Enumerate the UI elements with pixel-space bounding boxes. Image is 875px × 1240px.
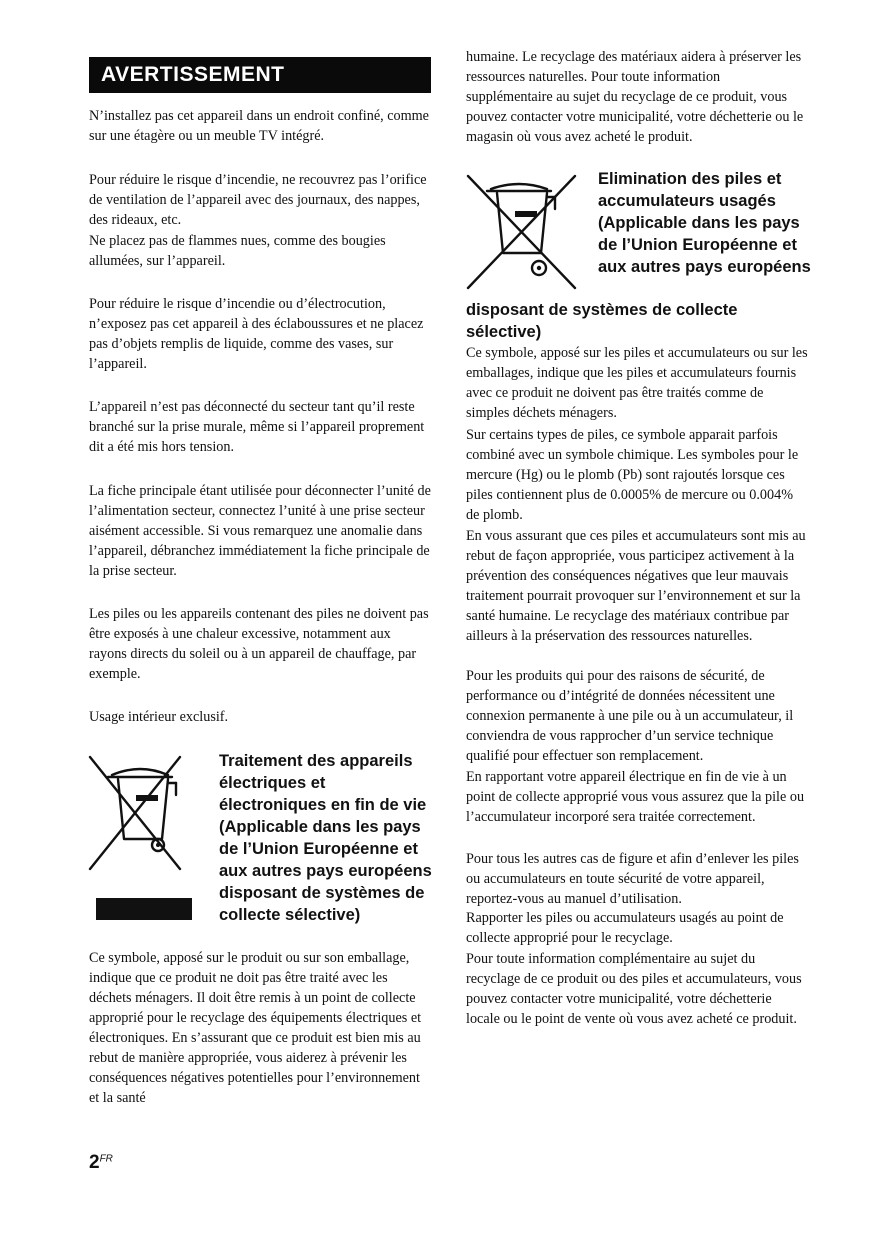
weee-text: Ce symbole, apposé sur le produit ou sur son emballage, indique que ce produit ne doit pas être traité avec les déchets ménagers. Il doit être remis à un point de collecte approprié pour le recyclage des équipements électriques et électroniques. En s’assurant que ce produit est bien mis au rebut de manière appropriée, vous aiderez à prévenir les conséquences négatives potentielles pour l’environnement et la santé (89, 950, 422, 1106)
paragraph-confined-space: N’installez pas cet appareil dans un endroit confiné, comme sur une étagère ou un meuble TV intégré. (89, 108, 429, 144)
crossed-battery-bin-icon (465, 173, 581, 293)
battery-paragraph-collection: Rapporter les piles ou accumulateurs usagés au point de collecte approprié pour le recyclage. (466, 910, 784, 946)
paragraph-ventilation: Pour réduire le risque d’incendie, ne recouvrez pas l’orifice de ventilation de l’appareil avec des journaux, des nappes, des rideaux, etc. (89, 172, 427, 228)
battery-heading-bottom: disposant de systèmes de collecte sélective) (466, 301, 738, 341)
battery-paragraph-disposal: En vous assurant que ces piles et accumulateurs sont mis au rebut de façon appropriée, vous participez activement à la prévention des conséquences négatives que leur mauvais traitement pourrait provoquer sur l’environnement et sur la santé humaine. Le recyclage des matériaux contribue par ailleurs à la préservation des ressources naturelles. (466, 528, 806, 644)
battery-paragraph-symbol: Ce symbole, apposé sur les piles et accumulateurs ou sur les emballages, indique que les piles et accumulateurs fournis avec ce produit ne doivent pas être traités comme de simples déchets ménagers. (466, 345, 808, 421)
paragraph-electrocution: Pour réduire le risque d’incendie ou d’électrocution, n’exposez pas cet appareil à des éclaboussures et ne placez pas d’objets remplis de liquide, comme des vases, sur l’appareil. (89, 296, 424, 372)
weee-black-bar (96, 898, 192, 920)
battery-heading-top: Elimination des piles et accumulateurs usagés (Applicable dans les pays de l’Union Européenne et aux autres pays européens (598, 170, 811, 276)
weee-heading: Traitement des appareils électriques et électroniques en fin de vie (Applicable dans les pays de l’Union Européenne et aux autres pays européens disposant de systèmes de collecte sélective) (219, 752, 432, 924)
warning-banner: AVERTISSEMENT (89, 57, 431, 93)
paragraph-indoor-use: Usage intérieur exclusif. (89, 709, 229, 725)
paragraph-mains-disconnect: L’appareil n’est pas déconnecté du secteur tant qu’il reste branché sur la prise murale, même si l’appareil proprement dit a été mis hors tension. (89, 399, 425, 455)
battery-paragraph-more-info: Pour toute information complémentaire au sujet du recyclage de ce produit ou des piles et accumulateurs, vous pouvez contacter votre municipalité, votre déchetterie locale ou le point de vente où vous avez acheté ce produit. (466, 951, 802, 1027)
page-number: 2 (89, 1152, 100, 1173)
paragraph-main-plug: La fiche principale étant utilisée pour déconnecter l’unité de l’alimentation secteur, connectez l’unité à une prise secteur aisément accessible. Si vous remarquez une anomalie dans l’appareil, débranchez immédiatement la fiche principale de la prise secteur. (89, 483, 431, 579)
battery-paragraph-other-cases: Pour tous les autres cas de figure et afin d’enlever les piles ou accumulateurs en toute sécurité de votre appareil, reportez-vous au manuel d’utilisation. (466, 851, 799, 907)
battery-paragraph-permanent: Pour les produits qui pour des raisons de sécurité, de performance ou d’intégrité de données nécessitent une connexion permanente à une pile ou à un accumulateur, il conviendra de vous rapprocher d’un service technique qualifié pour effectuer son remplacement. (466, 668, 794, 764)
crossed-bin-icon (88, 755, 196, 875)
battery-paragraph-chemical: Sur certains types de piles, ce symbole apparait parfois combiné avec un symbole chimique. Les symboles pour le mercure (Hg) ou le plomb (Pb) sont rajoutés lorsque ces piles contiennent plus de 0.0005% de mercure ou 0.004% de plomb. (466, 427, 799, 523)
paragraph-battery-heat: Les piles ou les appareils contenant des piles ne doivent pas être exposés à une chaleur excessive, notamment aux rayons directs du soleil ou à un appareil de chauffage, par exemple. (89, 606, 429, 682)
battery-paragraph-return: En rapportant votre appareil électrique en fin de vie à un point de collecte approprié vous vous assurez que la pile ou l’accumulateur incorporé sera traitée correctement. (466, 769, 805, 825)
paragraph-open-flames: Ne placez pas de flammes nues, comme des bougies allumées, sur l’appareil. (89, 233, 386, 269)
continued-text: humaine. Le recyclage des matériaux aidera à préserver les ressources naturelles. Pour toute information supplémentaire au sujet du recyclage de ce produit, vous pouvez contacter votre municipalité, votre déchetterie ou le magasin où vous avez acheté le produit. (466, 49, 804, 145)
page-footer (89, 1152, 113, 1174)
language-code: FR (99, 1153, 113, 1165)
